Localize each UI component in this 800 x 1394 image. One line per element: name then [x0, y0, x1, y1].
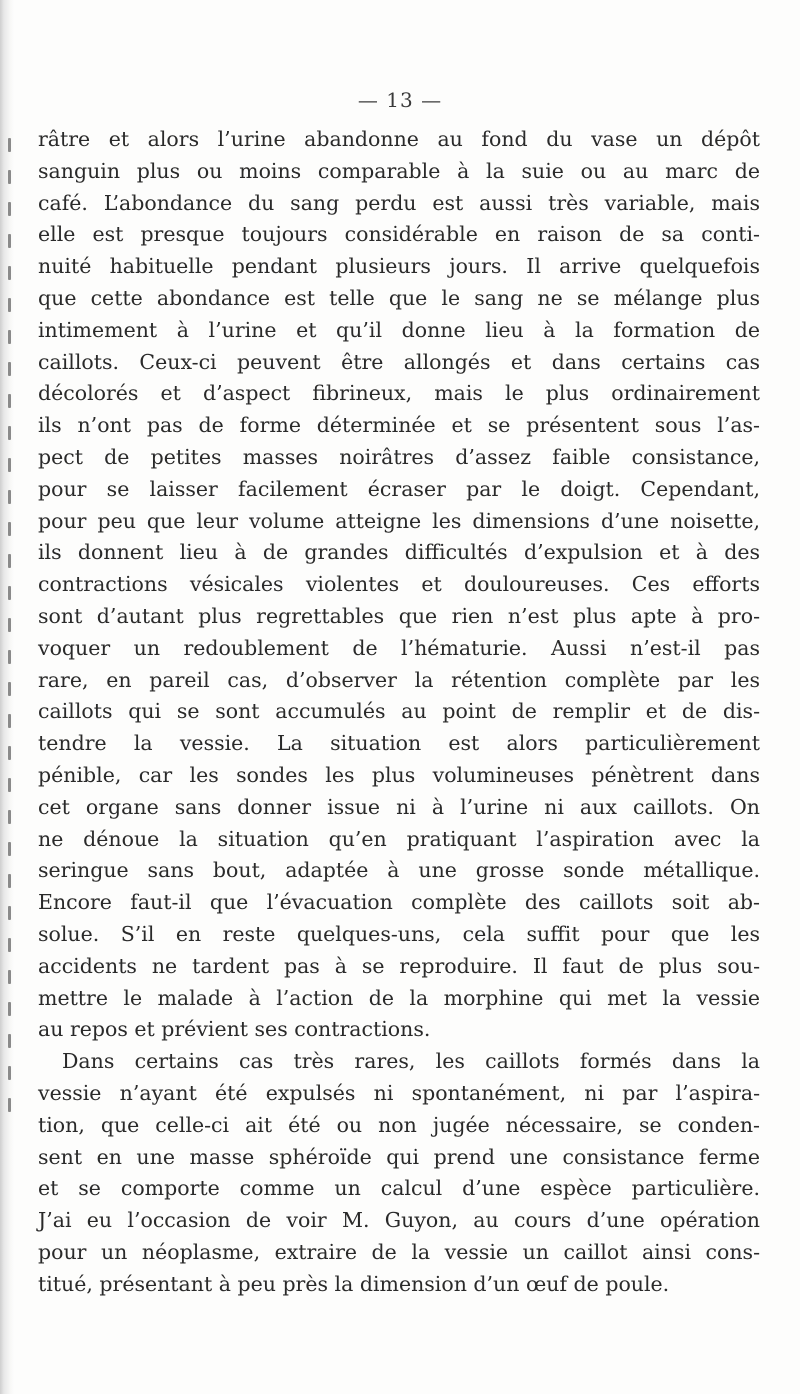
text-line: caillots. Ceux-ci peuvent être allongés et dans certains cas: [38, 349, 760, 374]
scan-edge-mark: [8, 618, 11, 632]
text-line: râtre et alors l’urine abandonne au fond du vase un dépôt: [38, 127, 760, 151]
scan-edge-mark: [8, 1034, 11, 1048]
scan-edge-mark: [8, 234, 11, 248]
text-line: pour peu que leur volume atteigne les dimensions d’une noisette,: [38, 508, 760, 533]
text-line: café. L’abondance du sang perdu est aussi très variable, mais: [38, 190, 760, 215]
scan-edge-mark: [8, 778, 11, 792]
text-line: tendre la vessie. La situation est alors particulièrement: [38, 731, 760, 756]
binding-gutter: [0, 0, 14, 1394]
text-line: pénible, car les sondes les plus volumineuses pénètrent dans: [38, 762, 760, 787]
scan-edge-mark: [8, 490, 11, 504]
scan-edge-mark: [8, 650, 11, 664]
text-line: pour se laisser facilement écraser par le doigt. Cependant,: [38, 476, 760, 501]
text-line: intimement à l’urine et qu’il donne lieu à la formation de: [38, 317, 760, 342]
scan-edge-mark: [8, 426, 11, 440]
scan-edge-mark: [8, 394, 11, 408]
scan-edge-mark: [8, 1098, 11, 1112]
page-number: — 13 —: [357, 88, 443, 112]
scan-edge-mark: [8, 1066, 11, 1080]
scan-edge-mark: [8, 714, 11, 728]
text-line: ne dénoue la situation qu’en pratiquant l’aspiration avec la: [38, 826, 760, 851]
text-line: caillots qui se sont accumulés au point de remplir et de dis-: [38, 699, 760, 724]
text-line: titué, présentant à peu près la dimension d’un œuf de poule.: [38, 1271, 670, 1296]
text-line: mettre le malade à l’action de la morphine qui met la vessie: [38, 985, 760, 1010]
scan-edge-mark: [8, 810, 11, 824]
text-line: au repos et prévient ses contractions.: [38, 1017, 431, 1042]
text-line: accidents ne tardent pas à se reproduire. Il faut de plus sou-: [38, 953, 760, 978]
text-line: J’ai eu l’occasion de voir M. Guyon, au cours d’une opération: [38, 1208, 760, 1233]
scan-edge-mark: [8, 554, 11, 568]
scan-edge-mark: [8, 1002, 11, 1016]
text-line: vessie n’ayant été expulsés ni spontanément, ni par l’aspira-: [38, 1080, 760, 1105]
text-line: ils n’ont pas de forme déterminée et se présentent sous l’as-: [38, 413, 760, 438]
scan-edge-mark: [8, 298, 11, 312]
scan-edge-mark: [8, 138, 11, 152]
text-line: solue. S’il en reste quelques-uns, cela suffit pour que les: [38, 921, 760, 946]
text-line: elle est presque toujours considérable en raison de sa conti-: [38, 222, 760, 247]
text-line: cet organe sans donner issue ni à l’urine ni aux caillots. On: [38, 794, 760, 819]
scan-edge-mark: [8, 970, 11, 984]
text-line: tion, que celle-ci ait été ou non jugée nécessaire, se conden-: [38, 1112, 760, 1137]
text-line: seringue sans bout, adaptée à une grosse sonde métallique.: [38, 858, 760, 883]
text-line: sent en une masse sphéroïde qui prend une consistance ferme: [38, 1144, 760, 1169]
text-line: décolorés et d’aspect fibrineux, mais le plus ordinairement: [38, 381, 760, 406]
text-line: pour un néoplasme, extraire de la vessie un caillot ainsi cons-: [38, 1239, 760, 1264]
text-line: nuité habituelle pendant plusieurs jours. Il arrive quelquefois: [38, 254, 760, 279]
scan-edge-mark: [8, 458, 11, 472]
scan-edge-mark: [8, 586, 11, 600]
text-line: sont d’autant plus regrettables que rien n’est plus apte à pro-: [38, 603, 760, 628]
text-line: ils donnent lieu à de grandes difficultés d’expulsion et à des: [38, 540, 760, 565]
text-line: et se comporte comme un calcul d’une espèce particulière.: [38, 1176, 760, 1201]
body-text: [38, 124, 760, 1300]
scan-edge-mark: [8, 906, 11, 920]
text-line: pect de petites masses noirâtres d’assez faible consistance,: [38, 444, 760, 469]
text-line: sanguin plus ou moins comparable à la suie ou au marc de: [38, 158, 760, 183]
scan-edge-mark: [8, 330, 11, 344]
scan-edge-mark: [8, 522, 11, 536]
scan-edge-mark: [8, 874, 11, 888]
text-line: voquer un redoublement de l’hématurie. Aussi n’est-il pas: [38, 635, 760, 660]
scan-edge-mark: [8, 938, 11, 952]
scan-edge-mark: [8, 842, 11, 856]
text-line: Encore faut-il que l’évacuation complète des caillots soit ab-: [38, 890, 760, 915]
scan-edge-mark: [8, 746, 11, 760]
text-line: contractions vésicales violentes et douloureuses. Ces efforts: [38, 572, 760, 597]
scan-edge-mark: [8, 170, 11, 184]
scan-edge-mark: [8, 362, 11, 376]
scan-edge-mark: [8, 202, 11, 216]
text-line: rare, en pareil cas, d’observer la rétention complète par les: [38, 667, 760, 692]
scan-edge-mark: [8, 266, 11, 280]
paragraph-start-line: Dans certains cas très rares, les caillots formés dans la: [62, 1049, 760, 1074]
text-line: que cette abondance est telle que le sang ne se mélange plus: [38, 285, 760, 310]
scan-edge-mark: [8, 682, 11, 696]
